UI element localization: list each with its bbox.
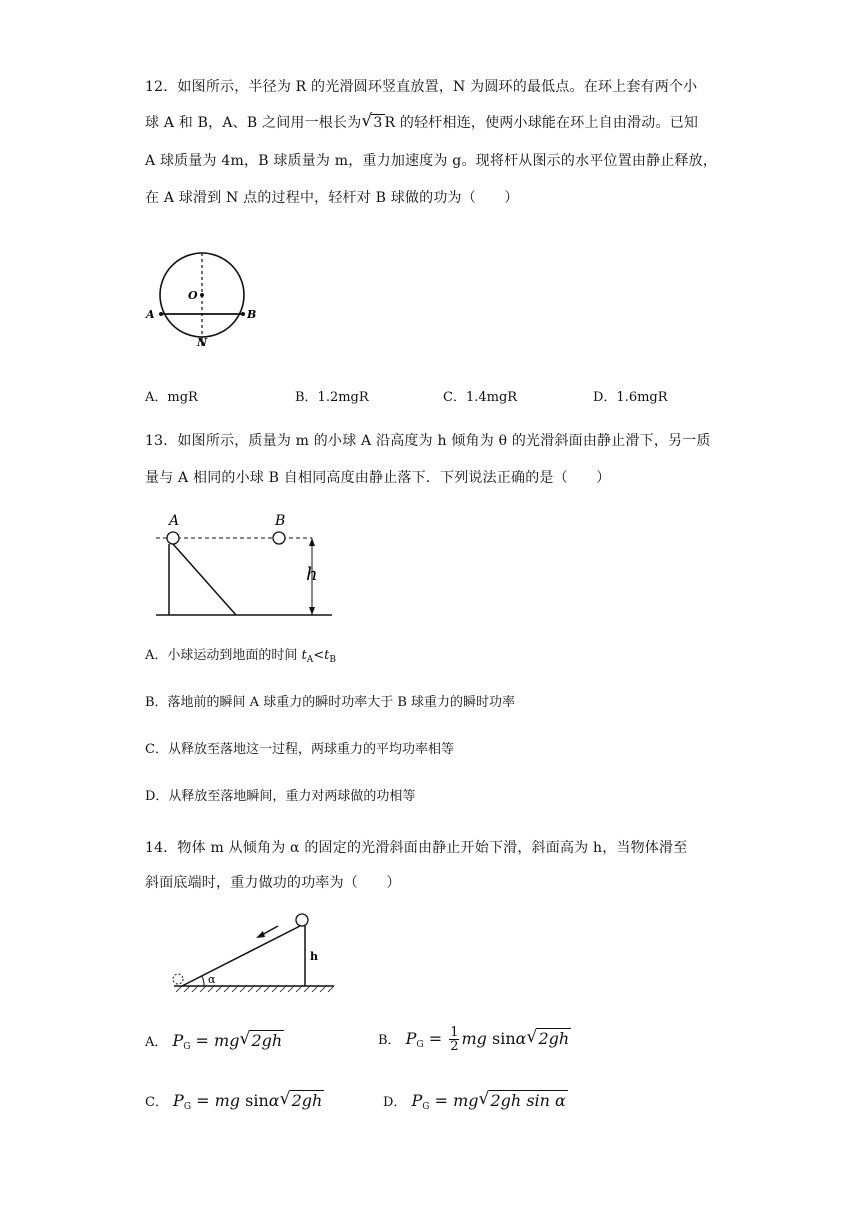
label-h: h (306, 564, 318, 585)
q13-option-a: A．小球运动到地面的时间 $t_A<t_B$ (145, 648, 337, 665)
q14-option-a: A． $P_G = mg√$ 2gh (145, 1031, 284, 1057)
q12-option-d: D．1.6mgR (593, 390, 668, 405)
label-B: B (275, 513, 286, 529)
label-N: N (197, 336, 208, 349)
q12-option-c: C．1.4mgR (443, 390, 518, 405)
q13-stem-line2: 量与 A 相同的小球 B 自相同高度由静止落下．下列说法正确的是（ ） (145, 470, 611, 486)
label-B: B (247, 308, 257, 321)
label-h: h (310, 950, 318, 963)
q14-stem-line1: 14．物体 m 从倾角为 α 的固定的光滑斜面由静止开始下滑，斜面高为 h，当物体滑至 (145, 840, 688, 856)
q13-option-d: D．从释放至落地瞬间，重力对两球做的功相等 (145, 789, 416, 804)
q14-figure-slope (168, 912, 338, 1000)
q13-figure-incline (150, 510, 340, 620)
label-alpha: α (208, 973, 216, 986)
q12-stem-line1: 12．如图所示，半径为 R 的光滑圆环竖直放置，N 为圆环的最低点。在环上套有两个小 (145, 79, 698, 95)
q12-figure-ring (140, 238, 270, 350)
q13-option-b: B．落地前的瞬间 A 球重力的瞬时功率大于 B 球重力的瞬时功率 (145, 695, 516, 710)
sqrt-3: √ 3 (361, 112, 384, 134)
label-A: A (169, 513, 180, 529)
q12-option-b: B．1.2mgR (295, 390, 369, 405)
q14-option-c: C． $P_G$ = mg sinα√ 2gh (145, 1091, 324, 1117)
q12-stem-line2-part1: 球 A 和 B，A、B 之间用一根长为 (145, 115, 362, 131)
q12-stem-line3: A 球质量为 4m，B 球质量为 m，重力加速度为 g。现将杆从图示的水平位置由静止释放， (145, 153, 718, 169)
q12-stem-line4: 在 A 球滑到 N 点的过程中，轻杆对 B 球做的功为（ ） (145, 190, 519, 206)
q13-stem-line1: 13．如图所示，质量为 m 的小球 A 沿高度为 h 倾角为 θ 的光滑斜面由静止滑下，另一质 (145, 433, 711, 449)
q12-option-a: A．mgR (145, 390, 198, 405)
q14-option-b: B． $P_G$ = $\frac{1}{2}$ mg sinα√ 2gh (378, 1026, 571, 1055)
label-A: A (146, 308, 155, 321)
q12-stem-line2 (145, 112, 698, 134)
label-O: O (188, 289, 198, 302)
q14-option-d: D． $P_G = mg√$ 2gh sin α (383, 1091, 568, 1117)
q12-stem-line2-part2: R 的轻杆相连，使两小球能在环上自由滑动。已知 (384, 115, 699, 131)
q13-option-c: C．从释放至落地这一过程，两球重力的平均功率相等 (145, 742, 454, 757)
q14-stem-line2: 斜面底端时，重力做功的功率为（ ） (145, 875, 401, 891)
